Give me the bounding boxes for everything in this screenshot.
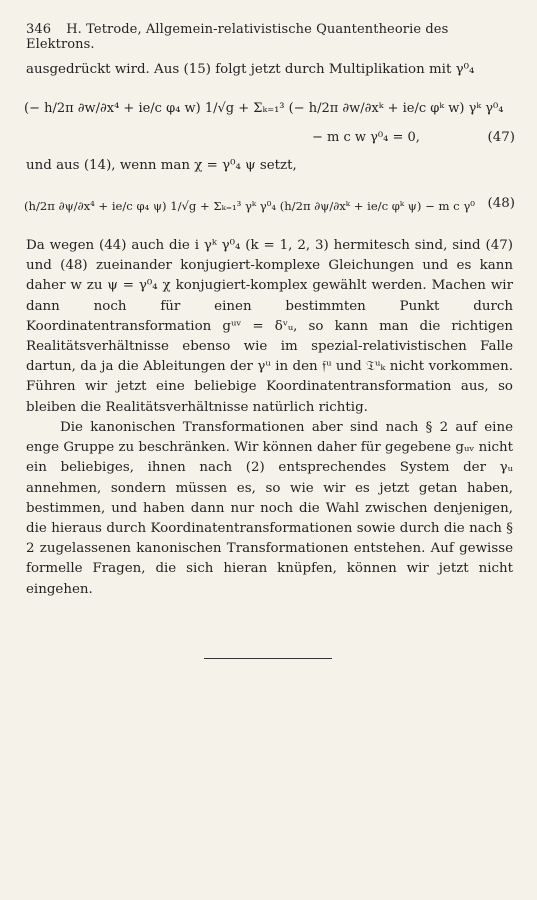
running-title: H. Tetrode, Allgemein-relativistische Quantentheorie des Elektrons. <box>26 22 449 52</box>
paragraph-canonical-transformations: Die kanonischen Transformationen aber sind nach § 2 auf eine enge Gruppe zu beschränken. Wir können daher für gegebene gᵤᵥ nicht ein beliebiges, ihnen nach (2) entsprechendes System der γᵤ annehmen, sondern müssen es, so wie wir es jetzt getan haben, bestimmen, und haben dann nur noch die Wahl zwischen denjenigen, die hieraus durch Koordinatentransformationen sowie durch die nach § 2 zugelassenen kanonischen Transformationen entstehen. Auf gewisse formelle Fragen, die sich hieran knüpfen, können wir jetzt nicht eingehen. <box>26 420 513 597</box>
equation-48-text: (h/2π ∂ψ/∂x⁴ + ie/c φ₄ ψ) 1/√g + Σₖ₌₁³ γᵏ γ⁰₄ (h/2π ∂ψ/∂xᵏ + ie/c φᵏ ψ) − m c γ⁰₄ ψ. <box>24 199 475 213</box>
running-header <box>26 22 516 52</box>
equation-47-line-1-svg <box>20 88 515 124</box>
equation-48-number: (48) <box>487 196 515 211</box>
end-rule <box>204 658 332 659</box>
equation-47-number: (47) <box>487 130 515 145</box>
equation-47-line-1 <box>20 88 515 124</box>
paragraph-substitution: und aus (14), wenn man χ = γ⁰₄ ψ setzt, <box>26 158 297 173</box>
paragraph-intro: ausgedrückt wird. Aus (15) folgt jetzt durch Multiplikation mit γ⁰₄ <box>26 62 475 77</box>
equation-47-line-1-text: (− h/2π ∂w/∂x⁴ + ie/c φ₄ w) 1/√g + Σₖ₌₁³ (− h/2π ∂w/∂xᵏ + ie/c φᵏ w) γᵏ γ⁰₄ <box>24 101 504 116</box>
equation-47-line-2-text: − m c w γ⁰₄ = 0, <box>312 130 420 145</box>
page-number: 346 <box>26 22 52 37</box>
equation-47-line-2 <box>20 130 515 152</box>
paragraph-reality-conditions: Da wegen (44) auch die i γᵏ γ⁰₄ (k = 1, 2, 3) hermitesch sind, sind (47) und (48) zueinander konjugiert-komplexe Gleichungen und es kann daher w zu ψ = γ⁰₄ χ konjugiert-komplex gewählt werden. Machen wir dann noch für einen bestimmten Punkt durch Koordinatentransformation gᵘᵛ = δᵛᵤ, so kann man die richtigen Realitätsverhältnisse ebenso wie im spezial-relativistischen Falle dartun, da ja die Ableitungen der γᵘ in den 𝔣ᵘ und 𝔗ᵘₖ nicht vorkommen. Führen wir jetzt eine beliebige Koordinatentransformation aus, so bleiben die Realitätsverhältnisse natürlich richtig. <box>26 238 513 415</box>
equation-48 <box>20 184 515 228</box>
equation-48-svg <box>20 184 475 228</box>
